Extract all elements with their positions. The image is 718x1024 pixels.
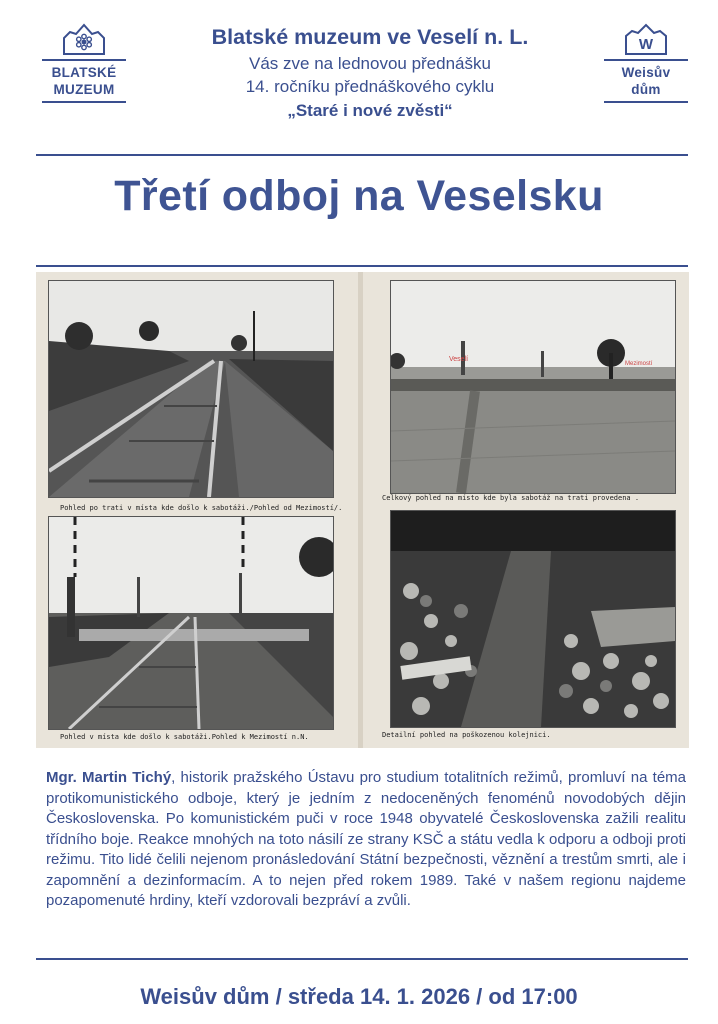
photo-caption: Detailní pohled na poškozenou kolejnici. — [382, 731, 551, 739]
museum-name: Blatské muzeum ve Veselí n. L. — [211, 25, 529, 49]
photo-label-mezimosti: Mezimostí — [625, 361, 653, 367]
logo-rule-top — [42, 59, 126, 61]
cycle-line: 14. ročníku přednáškového cyklu — [245, 77, 495, 96]
logo-rule-top — [604, 59, 688, 61]
flower-house-icon — [60, 22, 108, 56]
photo-track-view — [48, 280, 334, 498]
logo-text-line1: BLATSKÉ — [51, 65, 117, 80]
photo-crossing-view — [48, 516, 334, 730]
series-name: „Staré i nové zvěsti“ — [287, 101, 453, 120]
photo-caption: Pohled v místa kde došlo k sabotáži.Pohled k Mezimostí n.N. — [60, 733, 309, 741]
divider-title — [36, 265, 688, 267]
header — [150, 22, 590, 124]
blatske-muzeum-logo — [38, 22, 130, 106]
logo-rule-bottom — [604, 101, 688, 103]
event-details: Weisův dům / středa 14. 1. 2026 / od 17:00 — [140, 984, 578, 1009]
logo-letter: W — [638, 36, 654, 53]
photo-caption: Pohled po trati v místa kde došlo k sabotáži./Pohled od Mezimostí/. — [60, 504, 343, 512]
photo-label-veseli: Veselí — [449, 356, 469, 363]
logo-text-line2: MUZEUM — [53, 82, 115, 97]
logo-text-line2: dům — [631, 82, 661, 97]
description-text: , historik pražského Ústavu pro studium totalitních režimů, promluví na téma protikomunistického odboje, který je jedním z nedoceněných fenoménů novodobých dějin Československa. Po komunistickém puči v roce 1948 obyvatelé Československa zažili realitu třídního boje. Reakce mnohých na toto násilí ze strany KSČ a státu vedla k odporu a odboji proti režimu. Tito lidé čelili nejenom pronásledování Státní bezpečnosti, věznění a trestům smrti, ale i zapomnění a dezinformacím. A to nejen před rokem 1989. Také v našem regionu najdeme pozapomenuté hrdiny, kteří vzdorovali bezpráví a zvůli. — [46, 769, 687, 909]
speaker-name: Mgr. Martin Tichý — [46, 769, 172, 786]
divider-bottom — [36, 958, 688, 960]
photo-caption: Celkový pohled na místo kde byla sabotáž na trati provedena . — [382, 494, 640, 502]
photo-rail-detail — [390, 510, 676, 728]
invite-line: Vás zve na lednovou přednášku — [249, 54, 491, 73]
page-title: Třetí odboj na Veselsku — [114, 172, 604, 220]
event-description — [46, 768, 686, 912]
divider-top — [36, 154, 688, 156]
weisuv-dum-logo — [600, 22, 692, 106]
photo-album — [36, 272, 689, 748]
photo-field-view — [390, 280, 676, 494]
logo-rule-bottom — [42, 101, 126, 103]
w-house-icon — [623, 22, 669, 56]
logo-text-line1: Weisův — [621, 65, 671, 80]
